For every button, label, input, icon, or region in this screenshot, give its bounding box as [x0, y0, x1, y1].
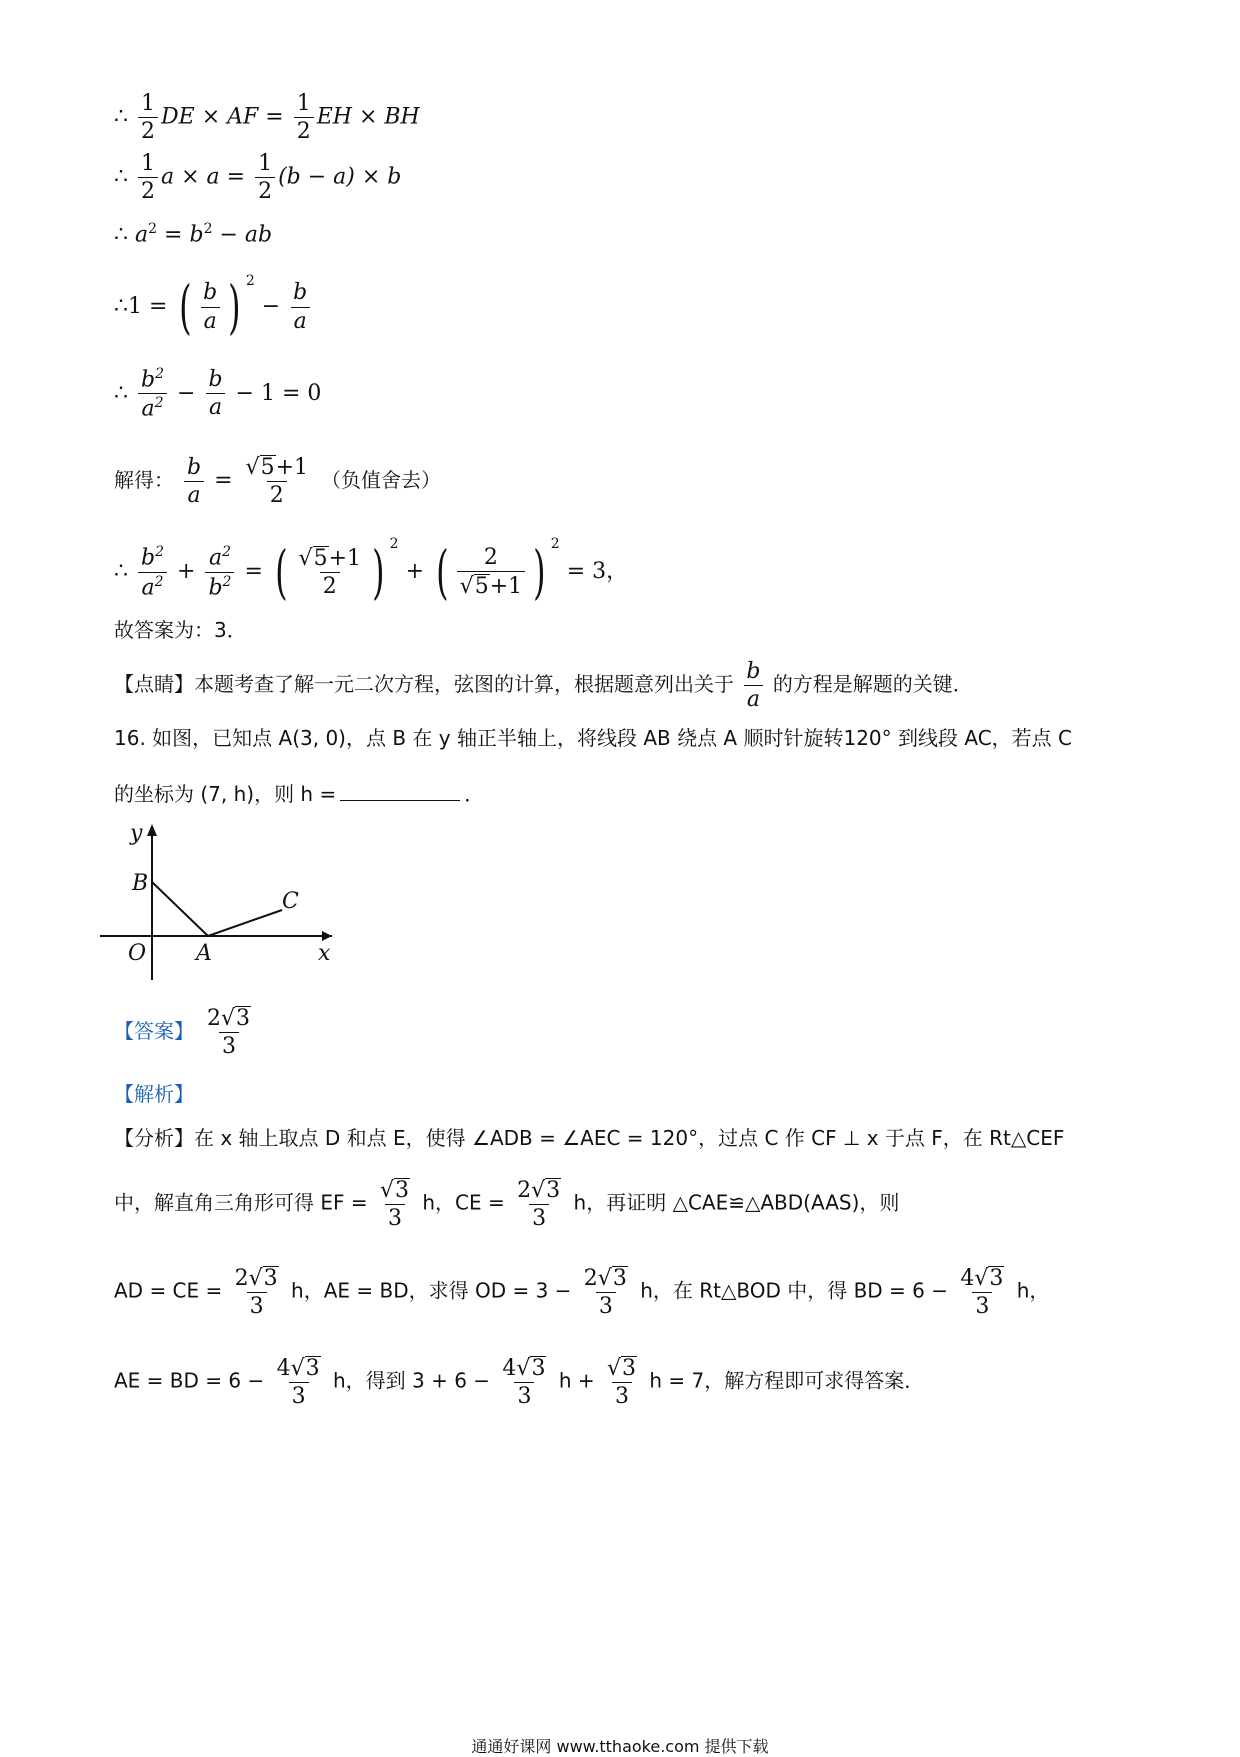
step-line-1: ∴ $\frac{1}{2}$ DE × AF = $\frac{1}{2}$ EH × BH — [114, 91, 420, 145]
analysis-line-2: 中，解直角三角形可得 EF = $\frac{√3}{3}$ h，CE = $\frac{2√3}{3}$ h，再证明 △CAE≌△ABD(AAS)，则 — [114, 1178, 900, 1232]
svg-text:x: x — [318, 941, 331, 966]
coordinate-figure — [100, 820, 360, 990]
svg-text:B: B — [132, 871, 149, 896]
svg-text:A: A — [196, 941, 212, 966]
solution-line: 解得： $\frac{b}{a}$ = $\frac{√5+1}{2}$ （负值舍去） — [114, 454, 441, 509]
question-16-line-2: 的坐标为 (7, h)，则 h = ． — [114, 782, 485, 806]
answer-statement: 故答案为：3． — [114, 618, 247, 642]
analysis-line-3: AD = CE = $\frac{2√3}{3}$ h，AE = BD，求得 OD = 3 − $\frac{2√3}{3}$ h，在 Rt△BOD 中，得 BD = 6 − $\frac{4√3}{3}$ h， — [114, 1266, 1050, 1320]
svg-text:C: C — [282, 889, 299, 914]
analysis-line-4: AE = BD = 6 − $\frac{4√3}{3}$ h，得到 3 + 6 − $\frac{4√3}{3}$ h + $\frac{√3}{3}$ h = 7，解方程即可求得答案． — [114, 1356, 925, 1410]
answer-blank — [340, 780, 460, 801]
analysis-heading: 【解析】 — [114, 1082, 194, 1106]
step-line-4: ∴1 = ( $\frac{b}{a}$ ) $^2$ − $\frac{b}{a}$ — [114, 278, 313, 336]
step-line-5: ∴ $\frac{b^2}{a^2}$ − $\frac{b}{a}$ − 1 = 0 — [114, 366, 322, 422]
analysis-line-1: 【分析】在 x 轴上取点 D 和点 E，使得 ∠ADB = ∠AEC = 120°，过点 C 作 CF ⊥ x 于点 F，在 Rt△CEF — [114, 1126, 1065, 1150]
question-16-line-1: 16. 如图，已知点 A(3, 0)，点 B 在 y 轴正半轴上，将线段 AB 绕点 A 顺时针旋转120° 到线段 AC，若点 C — [114, 726, 1072, 750]
step-line-3: ∴ $a^2 = b^2$ − ab — [114, 221, 273, 248]
step-line-2: ∴ $\frac{1}{2}$ a × a = $\frac{1}{2}$ (b − a) × b — [114, 151, 402, 205]
page-footer: 通通好课网 www.tthaoke.com 提供下载 — [471, 1737, 769, 1756]
answer-line: 【答案】 $\frac{2√3}{3}$ — [114, 1006, 251, 1060]
result-line: ∴ $\frac{b^2}{a^2}$ + $\frac{a^2}{b^2}$ = ( $\frac{√5+1}{2}$ ) $^2$ + ( $\frac{2}{√5+1}$ ) $^2$ = 3， — [114, 535, 629, 606]
svg-text:y: y — [130, 821, 143, 846]
key-point: 【点睛】本题考查了解一元二次方程，弦图的计算，根据题意列出关于 $\frac{b}{a}$ 的方程是解题的关键． — [114, 659, 973, 713]
svg-text:O: O — [128, 941, 147, 966]
